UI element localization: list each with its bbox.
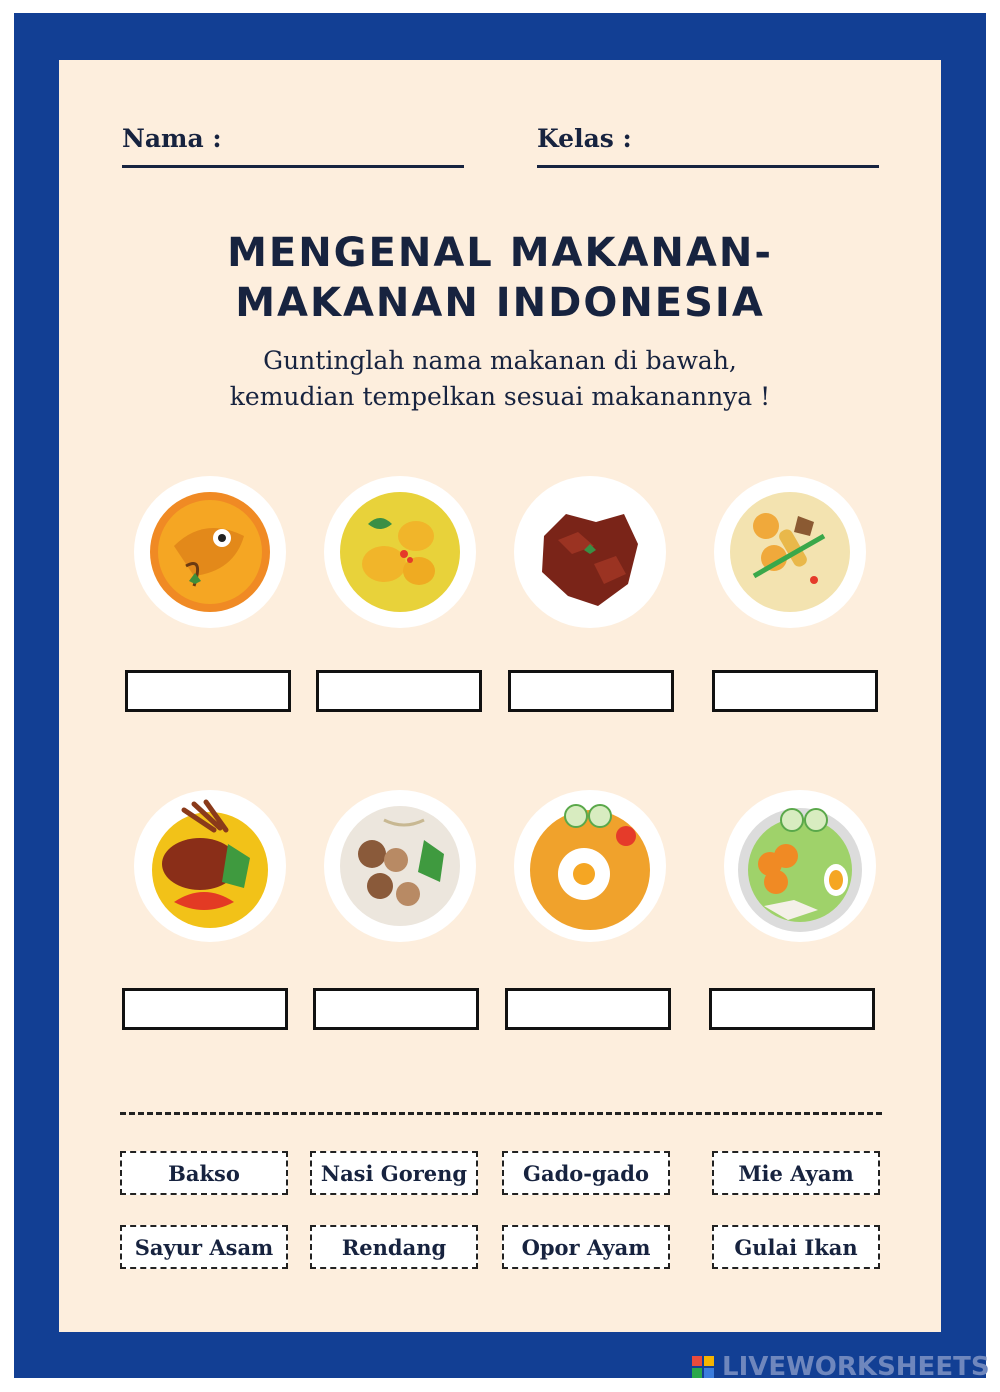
rendang-plate-icon bbox=[514, 476, 666, 628]
page-title-line2: MAKANAN INDONESIA bbox=[235, 280, 765, 326]
nama-input-line[interactable] bbox=[122, 165, 464, 168]
answer-box-5[interactable] bbox=[122, 988, 288, 1030]
kelas-label: Kelas : bbox=[537, 124, 632, 153]
answer-box-3[interactable] bbox=[508, 670, 674, 712]
cut-line bbox=[120, 1112, 882, 1115]
cutout-label[interactable]: Gado-gado bbox=[502, 1151, 670, 1195]
liveworksheets-logo-icon bbox=[692, 1356, 714, 1378]
instruction-line1: Guntinglah nama makanan di bawah, bbox=[263, 346, 737, 375]
answer-box-1[interactable] bbox=[125, 670, 291, 712]
bakso-plate-icon bbox=[324, 790, 476, 942]
kelas-input-line[interactable] bbox=[537, 165, 879, 168]
cutout-label[interactable]: Nasi Goreng bbox=[310, 1151, 478, 1195]
gado-gado-plate-icon bbox=[724, 790, 876, 942]
answer-box-6[interactable] bbox=[313, 988, 479, 1030]
cutout-label[interactable]: Bakso bbox=[120, 1151, 288, 1195]
nasi-goreng-plate-icon bbox=[514, 790, 666, 942]
gulai-ikan-plate-icon bbox=[134, 476, 286, 628]
answer-box-8[interactable] bbox=[709, 988, 875, 1030]
nama-label: Nama : bbox=[122, 124, 222, 153]
answer-box-4[interactable] bbox=[712, 670, 878, 712]
page-title-line1: MENGENAL MAKANAN- bbox=[227, 230, 773, 276]
cutout-label[interactable]: Sayur Asam bbox=[120, 1225, 288, 1269]
cutout-label[interactable]: Mie Ayam bbox=[712, 1151, 880, 1195]
cutout-label[interactable]: Opor Ayam bbox=[502, 1225, 670, 1269]
mie-ayam-plate-icon bbox=[134, 790, 286, 942]
sayur-asam-plate-icon bbox=[714, 476, 866, 628]
cutout-label[interactable]: Gulai Ikan bbox=[712, 1225, 880, 1269]
opor-ayam-plate-icon bbox=[324, 476, 476, 628]
brand-watermark: LIVEWORKSHEETS bbox=[722, 1352, 990, 1382]
answer-box-2[interactable] bbox=[316, 670, 482, 712]
cutout-label[interactable]: Rendang bbox=[310, 1225, 478, 1269]
instruction-line2: kemudian tempelkan sesuai makanannya ! bbox=[229, 382, 771, 411]
answer-box-7[interactable] bbox=[505, 988, 671, 1030]
